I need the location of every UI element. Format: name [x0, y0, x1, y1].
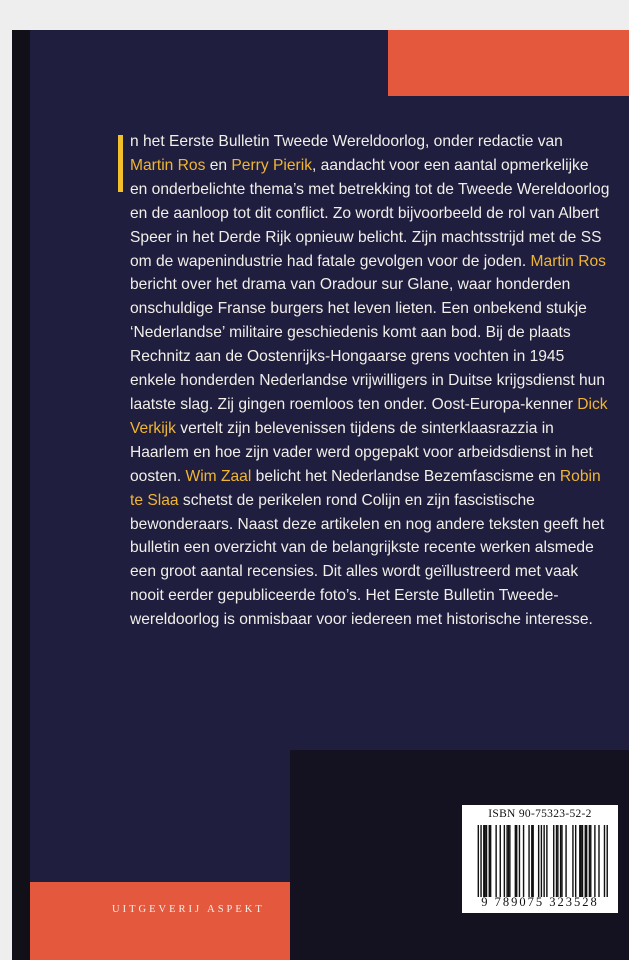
- barcode-bar: [538, 825, 539, 897]
- barcode-bar: [580, 825, 581, 897]
- author-name: Wim Zaal: [185, 467, 252, 485]
- barcode-bar: [532, 825, 533, 897]
- blurb-text: bericht over het drama van Oradour sur Glane, waar honderden onschuldige Franse burgers het leven lieten. Een onbekend stukje ‘Nederlandse’ militaire geschiedenis komt aan bod. Bij de plaats Rechnitz aan de Oostenrijks-Hongaarse grens vochten in 1945 enkele honderden Nederlandse vrijwilligers in Duitse krijgsdienst hun laatste slag. Zij gingen roemloos ten onder. Oost-Europa-kenner: [130, 276, 606, 413]
- barcode-bar: [508, 825, 509, 897]
- blurb-text: vertelt zijn belevenissen tijdens de sinterklaasrazzia in Haarlem en hoe zijn vader werd opgepakt voor arbeidsdienst in het oosten.: [130, 419, 593, 485]
- isbn-barcode-box: [462, 805, 618, 913]
- barcode-bar: [575, 825, 576, 897]
- barcode-bar: [604, 825, 605, 897]
- barcode-bar: [557, 825, 558, 897]
- barcode-bar: [483, 825, 484, 897]
- barcode-bar: [523, 825, 524, 897]
- publisher-name: UITGEVERIJ ASPEKT: [112, 904, 265, 915]
- barcode-number: 9 789075 323528: [481, 895, 599, 909]
- barcode-bar: [484, 825, 485, 897]
- barcode-bar: [565, 825, 566, 897]
- barcode-bar: [607, 825, 608, 897]
- barcode-bar: [572, 825, 573, 897]
- drop-cap-bar: [118, 135, 123, 192]
- barcode-bar: [528, 825, 529, 897]
- blurb-paragraph: [130, 130, 610, 632]
- barcode-bar: [582, 825, 583, 897]
- barcode-bar: [519, 825, 520, 897]
- barcode-bar: [490, 825, 491, 897]
- barcode-bar: [594, 825, 595, 897]
- barcode-bar: [486, 825, 487, 897]
- blurb-text: schetst de perikelen rond Colijn en zijn fascistische bewonderaars. Naast deze artikelen en nog andere teksten geeft het bulletin een overzicht van de belangrijkste recente werken alsmede een groot aantal recensies. Dit alles wordt geïllustreerd met vaak nooit eerder gepubliceerde foto’s. Het Eerste Bulletin Tweede-wereldoorlog is onmisbaar voor iedereen met historische interesse.: [130, 491, 605, 629]
- barcode-bar: [541, 825, 542, 897]
- barcode-bar: [500, 825, 501, 897]
- barcode-bar: [504, 825, 505, 897]
- orange-block-top: [388, 30, 629, 96]
- barcode-bar: [590, 825, 591, 897]
- blurb-text: n het Eerste Bulletin Tweede Wereldoorlog, onder redactie van: [130, 133, 563, 150]
- barcode-bar: [598, 825, 599, 897]
- barcode-bar: [556, 825, 557, 897]
- barcode-bar: [509, 825, 510, 897]
- blurb-text: , aandacht voor een aantal opmerkelijke en onderbelichte thema’s met betrekking tot de Tweede Wereldoorlog en de aanloop tot dit conflict. Zo wordt bijvoorbeeld de rol van Albert Speer in het Derde Rijk opnieuw belicht. Zijn machtsstrijd met de SS om de wapenindustrie had fatale gevolgen voor de joden.: [130, 156, 610, 270]
- author-name: Martin Ros: [530, 252, 606, 270]
- barcode-bar: [515, 825, 516, 897]
- back-cover-blurb: [130, 130, 610, 632]
- barcode-bar: [478, 825, 479, 897]
- author-name: Dick Verkijk: [130, 395, 608, 437]
- barcode-bar: [480, 825, 481, 897]
- barcode-bar: [585, 825, 586, 897]
- orange-block-bottom: [30, 882, 290, 960]
- editor-name: Martin Ros: [130, 156, 206, 174]
- barcode-bar: [561, 825, 562, 897]
- barcode-bar: [506, 825, 507, 897]
- author-name: Robin te Slaa: [130, 467, 601, 509]
- barcode-bar: [531, 825, 532, 897]
- barcode-bar: [489, 825, 490, 897]
- blurb-text: en: [205, 156, 232, 174]
- barcode-bar: [586, 825, 587, 897]
- spine-strip: [12, 30, 30, 960]
- barcode-icon: [468, 825, 612, 897]
- barcode-bar: [553, 825, 554, 897]
- barcode-bar: [560, 825, 561, 897]
- barcode-bar: [495, 825, 496, 897]
- barcode-bar: [589, 825, 590, 897]
- barcode-bar: [546, 825, 547, 897]
- isbn-label: ISBN 90-75323-52-2: [488, 808, 592, 820]
- barcode-bar: [543, 825, 544, 897]
- blurb-text: belicht het Nederlandse Bezemfascisme en: [251, 467, 560, 485]
- barcode-bar: [516, 825, 517, 897]
- barcode-bar: [579, 825, 580, 897]
- editor-name: Perry Pierik: [231, 156, 312, 174]
